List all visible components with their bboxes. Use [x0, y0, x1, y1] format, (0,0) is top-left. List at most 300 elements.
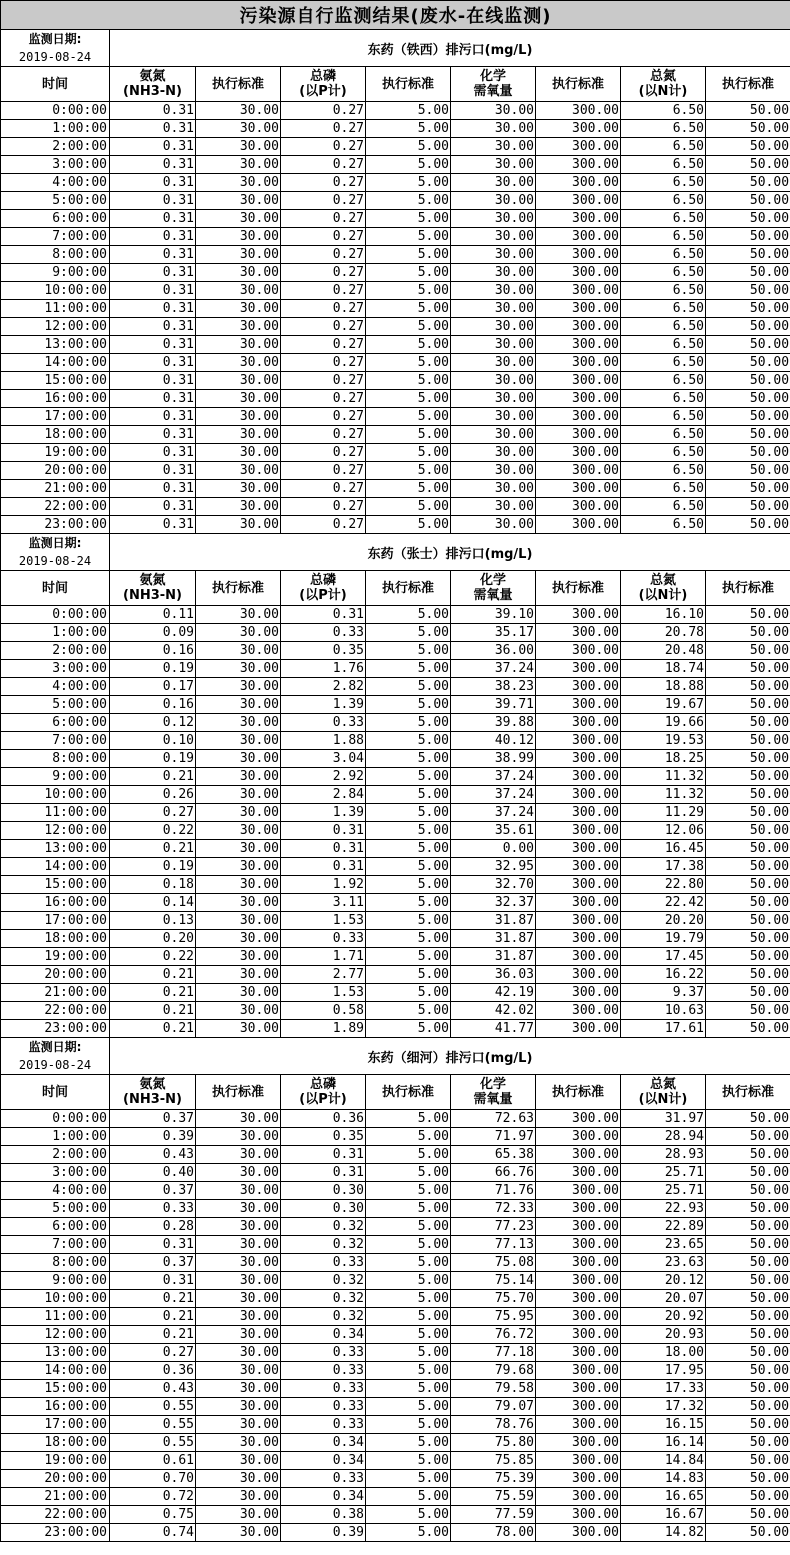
tn-value-cell: 6.50	[621, 264, 706, 282]
cod-value-cell: 0.00	[451, 840, 536, 858]
table-row	[1, 1488, 790, 1506]
tp-standard-cell: 5.00	[366, 786, 451, 804]
nh3-standard-cell: 30.00	[196, 786, 281, 804]
tp-value-cell: 0.35	[281, 1128, 366, 1146]
cod-standard-cell: 300.00	[536, 1452, 621, 1470]
table-row	[1, 984, 790, 1002]
tn-standard-cell: 50.00	[706, 804, 790, 822]
nh3-value-cell: 0.31	[110, 282, 196, 300]
tp-value-cell: 0.27	[281, 372, 366, 390]
tp-value-cell: 1.53	[281, 912, 366, 930]
time-cell: 8:00:00	[1, 1254, 110, 1272]
tn-standard-cell: 50.00	[706, 1416, 790, 1434]
time-cell: 14:00:00	[1, 1362, 110, 1380]
tp-value-cell: 0.30	[281, 1182, 366, 1200]
tn-standard-cell: 50.00	[706, 174, 790, 192]
table-row	[1, 390, 790, 408]
cod-standard-cell: 300.00	[536, 1434, 621, 1452]
tp-standard-cell: 5.00	[366, 966, 451, 984]
cod-standard-cell: 300.00	[536, 1290, 621, 1308]
tp-value-cell: 0.32	[281, 1290, 366, 1308]
tn-standard-cell: 50.00	[706, 138, 790, 156]
tp-standard-cell: 5.00	[366, 1002, 451, 1020]
tp-value-cell: 1.39	[281, 696, 366, 714]
tn-value-cell: 14.83	[621, 1470, 706, 1488]
nh3-value-cell: 0.31	[110, 300, 196, 318]
nh3-value-cell: 0.31	[110, 426, 196, 444]
cod-value-cell: 37.24	[451, 786, 536, 804]
tn-standard-cell: 50.00	[706, 462, 790, 480]
cod-value-cell: 31.87	[451, 930, 536, 948]
header-tp-unit: (以P计)	[299, 588, 347, 603]
tn-standard-cell: 50.00	[706, 1128, 790, 1146]
nh3-value-cell: 0.28	[110, 1218, 196, 1236]
tn-value-cell: 6.50	[621, 354, 706, 372]
outlet-name: 东药（细河）排污口(mg/L)	[110, 1038, 790, 1075]
cod-value-cell: 77.59	[451, 1506, 536, 1524]
tp-value-cell: 0.34	[281, 1326, 366, 1344]
cod-value-cell: 37.24	[451, 768, 536, 786]
tp-standard-cell: 5.00	[366, 138, 451, 156]
tn-value-cell: 6.50	[621, 516, 706, 534]
table-row	[1, 1254, 790, 1272]
tn-standard-cell: 50.00	[706, 228, 790, 246]
header-standard: 执行标准	[706, 571, 790, 606]
time-cell: 11:00:00	[1, 804, 110, 822]
nh3-standard-cell: 30.00	[196, 156, 281, 174]
cod-standard-cell: 300.00	[536, 282, 621, 300]
table-row	[1, 768, 790, 786]
tp-value-cell: 0.34	[281, 1452, 366, 1470]
cod-standard-cell: 300.00	[536, 228, 621, 246]
tp-value-cell: 0.27	[281, 462, 366, 480]
nh3-standard-cell: 30.00	[196, 480, 281, 498]
header-nh3-unit: (NH3-N)	[123, 1092, 182, 1107]
nh3-value-cell: 0.70	[110, 1470, 196, 1488]
tn-value-cell: 22.89	[621, 1218, 706, 1236]
cod-value-cell: 30.00	[451, 444, 536, 462]
outlet-name: 东药（张士）排污口(mg/L)	[110, 534, 790, 571]
tn-standard-cell: 50.00	[706, 894, 790, 912]
tn-standard-cell: 50.00	[706, 156, 790, 174]
tn-standard-cell: 50.00	[706, 246, 790, 264]
cod-standard-cell: 300.00	[536, 1182, 621, 1200]
tn-value-cell: 6.50	[621, 210, 706, 228]
header-standard: 执行标准	[196, 571, 281, 606]
cod-standard-cell: 300.00	[536, 1236, 621, 1254]
tp-standard-cell: 5.00	[366, 174, 451, 192]
header-cod	[451, 67, 536, 102]
time-cell: 16:00:00	[1, 390, 110, 408]
cod-value-cell: 75.95	[451, 1308, 536, 1326]
tp-standard-cell: 5.00	[366, 390, 451, 408]
cod-standard-cell: 300.00	[536, 948, 621, 966]
tp-value-cell: 1.71	[281, 948, 366, 966]
time-cell: 21:00:00	[1, 1488, 110, 1506]
time-cell: 8:00:00	[1, 750, 110, 768]
tn-standard-cell: 50.00	[706, 1218, 790, 1236]
cod-value-cell: 35.17	[451, 624, 536, 642]
tp-standard-cell: 5.00	[366, 210, 451, 228]
nh3-value-cell: 0.31	[110, 120, 196, 138]
tp-standard-cell: 5.00	[366, 732, 451, 750]
tp-standard-cell: 5.00	[366, 480, 451, 498]
table-row	[1, 1182, 790, 1200]
tn-value-cell: 16.65	[621, 1488, 706, 1506]
tn-standard-cell: 50.00	[706, 372, 790, 390]
tn-value-cell: 11.32	[621, 786, 706, 804]
tp-value-cell: 0.35	[281, 642, 366, 660]
cod-value-cell: 38.23	[451, 678, 536, 696]
tp-value-cell: 0.27	[281, 228, 366, 246]
nh3-standard-cell: 30.00	[196, 138, 281, 156]
tp-value-cell: 0.27	[281, 480, 366, 498]
nh3-standard-cell: 30.00	[196, 1182, 281, 1200]
tn-standard-cell: 50.00	[706, 678, 790, 696]
table-row	[1, 1524, 790, 1542]
cod-value-cell: 39.10	[451, 606, 536, 624]
cod-standard-cell: 300.00	[536, 1110, 621, 1128]
header-tp-name: 总磷	[309, 1077, 336, 1092]
tn-standard-cell: 50.00	[706, 1020, 790, 1038]
cod-value-cell: 42.02	[451, 1002, 536, 1020]
tn-standard-cell: 50.00	[706, 300, 790, 318]
tp-standard-cell: 5.00	[366, 354, 451, 372]
nh3-value-cell: 0.11	[110, 606, 196, 624]
tp-value-cell: 0.33	[281, 1398, 366, 1416]
table-row	[1, 624, 790, 642]
nh3-value-cell: 0.12	[110, 714, 196, 732]
nh3-standard-cell: 30.00	[196, 714, 281, 732]
tn-standard-cell: 50.00	[706, 444, 790, 462]
header-standard: 执行标准	[196, 1075, 281, 1110]
cod-standard-cell: 300.00	[536, 624, 621, 642]
nh3-standard-cell: 30.00	[196, 984, 281, 1002]
tn-standard-cell: 50.00	[706, 1200, 790, 1218]
nh3-value-cell: 0.21	[110, 1002, 196, 1020]
tp-standard-cell: 5.00	[366, 984, 451, 1002]
tn-value-cell: 22.80	[621, 876, 706, 894]
time-cell: 19:00:00	[1, 444, 110, 462]
tp-standard-cell: 5.00	[366, 1236, 451, 1254]
cod-standard-cell: 300.00	[536, 804, 621, 822]
tp-standard-cell: 5.00	[366, 1524, 451, 1542]
tn-standard-cell: 50.00	[706, 606, 790, 624]
tn-value-cell: 6.50	[621, 480, 706, 498]
tp-value-cell: 0.58	[281, 1002, 366, 1020]
table-row	[1, 840, 790, 858]
header-tn-unit: (以N计)	[638, 588, 688, 603]
tp-value-cell: 0.27	[281, 354, 366, 372]
table-row	[1, 120, 790, 138]
tn-standard-cell: 50.00	[706, 408, 790, 426]
nh3-standard-cell: 30.00	[196, 1344, 281, 1362]
header-cod-line2: 需氧量	[473, 1092, 513, 1107]
table-row	[1, 732, 790, 750]
tn-value-cell: 6.50	[621, 174, 706, 192]
cod-standard-cell: 300.00	[536, 1146, 621, 1164]
cod-value-cell: 30.00	[451, 318, 536, 336]
header-tn-unit: (以N计)	[638, 84, 688, 99]
tn-value-cell: 17.32	[621, 1398, 706, 1416]
tn-standard-cell: 50.00	[706, 1326, 790, 1344]
time-cell: 5:00:00	[1, 1200, 110, 1218]
tn-value-cell: 6.50	[621, 282, 706, 300]
cod-standard-cell: 300.00	[536, 1470, 621, 1488]
nh3-value-cell: 0.31	[110, 480, 196, 498]
date-label: 监测日期:	[28, 1040, 82, 1054]
nh3-value-cell: 0.26	[110, 786, 196, 804]
cod-standard-cell: 300.00	[536, 1506, 621, 1524]
nh3-value-cell: 0.31	[110, 390, 196, 408]
tn-value-cell: 6.50	[621, 444, 706, 462]
cod-value-cell: 75.80	[451, 1434, 536, 1452]
nh3-standard-cell: 30.00	[196, 840, 281, 858]
table-row	[1, 354, 790, 372]
nh3-value-cell: 0.19	[110, 858, 196, 876]
header-tp	[281, 67, 366, 102]
tn-value-cell: 6.50	[621, 462, 706, 480]
cod-standard-cell: 300.00	[536, 1002, 621, 1020]
nh3-standard-cell: 30.00	[196, 228, 281, 246]
tp-standard-cell: 5.00	[366, 948, 451, 966]
tn-standard-cell: 50.00	[706, 696, 790, 714]
table-row	[1, 228, 790, 246]
nh3-value-cell: 0.31	[110, 210, 196, 228]
nh3-standard-cell: 30.00	[196, 1506, 281, 1524]
nh3-value-cell: 0.21	[110, 1020, 196, 1038]
tp-value-cell: 0.32	[281, 1236, 366, 1254]
tp-value-cell: 0.36	[281, 1110, 366, 1128]
tn-value-cell: 20.48	[621, 642, 706, 660]
tn-value-cell: 20.92	[621, 1308, 706, 1326]
tn-standard-cell: 50.00	[706, 858, 790, 876]
tn-value-cell: 19.66	[621, 714, 706, 732]
tp-value-cell: 3.04	[281, 750, 366, 768]
nh3-value-cell: 0.16	[110, 642, 196, 660]
tn-standard-cell: 50.00	[706, 480, 790, 498]
nh3-standard-cell: 30.00	[196, 894, 281, 912]
cod-value-cell: 75.39	[451, 1470, 536, 1488]
tn-value-cell: 18.74	[621, 660, 706, 678]
nh3-value-cell: 0.31	[110, 516, 196, 534]
nh3-standard-cell: 30.00	[196, 678, 281, 696]
cod-standard-cell: 300.00	[536, 1128, 621, 1146]
nh3-standard-cell: 30.00	[196, 660, 281, 678]
tp-standard-cell: 5.00	[366, 912, 451, 930]
nh3-standard-cell: 30.00	[196, 120, 281, 138]
tn-value-cell: 6.50	[621, 408, 706, 426]
table-row	[1, 264, 790, 282]
tn-standard-cell: 50.00	[706, 786, 790, 804]
tp-value-cell: 0.34	[281, 1488, 366, 1506]
tn-value-cell: 28.94	[621, 1128, 706, 1146]
tp-value-cell: 0.33	[281, 930, 366, 948]
time-cell: 23:00:00	[1, 516, 110, 534]
table-row	[1, 948, 790, 966]
cod-value-cell: 79.07	[451, 1398, 536, 1416]
cod-standard-cell: 300.00	[536, 1398, 621, 1416]
header-nh3-unit: (NH3-N)	[123, 588, 182, 603]
time-cell: 8:00:00	[1, 246, 110, 264]
tp-value-cell: 0.27	[281, 300, 366, 318]
nh3-standard-cell: 30.00	[196, 426, 281, 444]
nh3-value-cell: 0.31	[110, 336, 196, 354]
nh3-value-cell: 0.31	[110, 1236, 196, 1254]
table-row	[1, 1272, 790, 1290]
tp-value-cell: 0.27	[281, 282, 366, 300]
nh3-value-cell: 0.31	[110, 444, 196, 462]
tn-standard-cell: 50.00	[706, 660, 790, 678]
header-cod-line1: 化学	[479, 573, 506, 588]
nh3-standard-cell: 30.00	[196, 1416, 281, 1434]
nh3-standard-cell: 30.00	[196, 1362, 281, 1380]
nh3-value-cell: 0.36	[110, 1362, 196, 1380]
nh3-standard-cell: 30.00	[196, 876, 281, 894]
tn-standard-cell: 50.00	[706, 1434, 790, 1452]
table-row	[1, 786, 790, 804]
tp-standard-cell: 5.00	[366, 300, 451, 318]
tp-standard-cell: 5.00	[366, 1290, 451, 1308]
tp-standard-cell: 5.00	[366, 1344, 451, 1362]
tn-standard-cell: 50.00	[706, 768, 790, 786]
table-row	[1, 822, 790, 840]
tn-value-cell: 20.93	[621, 1326, 706, 1344]
tp-standard-cell: 5.00	[366, 930, 451, 948]
tp-standard-cell: 5.00	[366, 768, 451, 786]
time-cell: 20:00:00	[1, 462, 110, 480]
cod-value-cell: 37.24	[451, 660, 536, 678]
tn-value-cell: 18.00	[621, 1344, 706, 1362]
tp-value-cell: 0.27	[281, 516, 366, 534]
time-cell: 6:00:00	[1, 714, 110, 732]
table-row	[1, 462, 790, 480]
nh3-value-cell: 0.55	[110, 1416, 196, 1434]
nh3-value-cell: 0.31	[110, 462, 196, 480]
tn-value-cell: 16.15	[621, 1416, 706, 1434]
tp-value-cell: 0.33	[281, 1416, 366, 1434]
header-cod-line1: 化学	[479, 69, 506, 84]
table-row	[1, 714, 790, 732]
table-row	[1, 246, 790, 264]
nh3-standard-cell: 30.00	[196, 1128, 281, 1146]
nh3-standard-cell: 30.00	[196, 930, 281, 948]
cod-standard-cell: 300.00	[536, 606, 621, 624]
tp-value-cell: 0.31	[281, 606, 366, 624]
tn-standard-cell: 50.00	[706, 750, 790, 768]
table-row	[1, 498, 790, 516]
table-row	[1, 1128, 790, 1146]
nh3-standard-cell: 30.00	[196, 696, 281, 714]
time-cell: 9:00:00	[1, 264, 110, 282]
table-row	[1, 750, 790, 768]
nh3-value-cell: 0.21	[110, 966, 196, 984]
tn-value-cell: 6.50	[621, 120, 706, 138]
nh3-standard-cell: 30.00	[196, 750, 281, 768]
tn-value-cell: 6.50	[621, 156, 706, 174]
tp-standard-cell: 5.00	[366, 1020, 451, 1038]
nh3-standard-cell: 30.00	[196, 372, 281, 390]
cod-standard-cell: 300.00	[536, 966, 621, 984]
nh3-standard-cell: 30.00	[196, 462, 281, 480]
cod-standard-cell: 300.00	[536, 930, 621, 948]
nh3-value-cell: 0.37	[110, 1182, 196, 1200]
cod-value-cell: 75.70	[451, 1290, 536, 1308]
tp-value-cell: 1.88	[281, 732, 366, 750]
tn-standard-cell: 50.00	[706, 714, 790, 732]
time-cell: 10:00:00	[1, 282, 110, 300]
tn-value-cell: 16.45	[621, 840, 706, 858]
tn-standard-cell: 50.00	[706, 1362, 790, 1380]
tn-standard-cell: 50.00	[706, 876, 790, 894]
cod-value-cell: 72.63	[451, 1110, 536, 1128]
header-standard: 执行标准	[196, 67, 281, 102]
time-cell: 7:00:00	[1, 1236, 110, 1254]
nh3-value-cell: 0.31	[110, 138, 196, 156]
time-cell: 20:00:00	[1, 1470, 110, 1488]
cod-value-cell: 72.33	[451, 1200, 536, 1218]
tn-value-cell: 11.29	[621, 804, 706, 822]
cod-standard-cell: 300.00	[536, 912, 621, 930]
tn-standard-cell: 50.00	[706, 1380, 790, 1398]
nh3-value-cell: 0.18	[110, 876, 196, 894]
tn-value-cell: 20.12	[621, 1272, 706, 1290]
nh3-value-cell: 0.13	[110, 912, 196, 930]
nh3-standard-cell: 30.00	[196, 444, 281, 462]
nh3-standard-cell: 30.00	[196, 1398, 281, 1416]
tn-standard-cell: 50.00	[706, 1290, 790, 1308]
time-cell: 2:00:00	[1, 1146, 110, 1164]
tp-standard-cell: 5.00	[366, 408, 451, 426]
cod-value-cell: 30.00	[451, 156, 536, 174]
tp-value-cell: 0.33	[281, 1344, 366, 1362]
cod-value-cell: 79.58	[451, 1380, 536, 1398]
table-row	[1, 408, 790, 426]
time-cell: 22:00:00	[1, 1506, 110, 1524]
tn-value-cell: 17.38	[621, 858, 706, 876]
tn-standard-cell: 50.00	[706, 354, 790, 372]
nh3-value-cell: 0.37	[110, 1254, 196, 1272]
cod-standard-cell: 300.00	[536, 642, 621, 660]
section-header	[1, 534, 790, 571]
tn-value-cell: 16.10	[621, 606, 706, 624]
tn-standard-cell: 50.00	[706, 624, 790, 642]
nh3-value-cell: 0.37	[110, 1110, 196, 1128]
cod-standard-cell: 300.00	[536, 1020, 621, 1038]
time-cell: 18:00:00	[1, 930, 110, 948]
tp-value-cell: 0.34	[281, 1434, 366, 1452]
tn-value-cell: 16.22	[621, 966, 706, 984]
cod-value-cell: 75.59	[451, 1488, 536, 1506]
tn-standard-cell: 50.00	[706, 1452, 790, 1470]
tn-value-cell: 19.67	[621, 696, 706, 714]
tp-value-cell: 0.27	[281, 138, 366, 156]
cod-value-cell: 30.00	[451, 516, 536, 534]
cod-value-cell: 30.00	[451, 264, 536, 282]
header-standard: 执行标准	[536, 571, 621, 606]
nh3-value-cell: 0.10	[110, 732, 196, 750]
cod-value-cell: 37.24	[451, 804, 536, 822]
table-row	[1, 894, 790, 912]
cod-standard-cell: 300.00	[536, 822, 621, 840]
cod-standard-cell: 300.00	[536, 1380, 621, 1398]
time-cell: 21:00:00	[1, 480, 110, 498]
section-header	[1, 1038, 790, 1075]
tn-value-cell: 6.50	[621, 102, 706, 120]
nh3-value-cell: 0.21	[110, 768, 196, 786]
table-row	[1, 426, 790, 444]
cod-standard-cell: 300.00	[536, 498, 621, 516]
